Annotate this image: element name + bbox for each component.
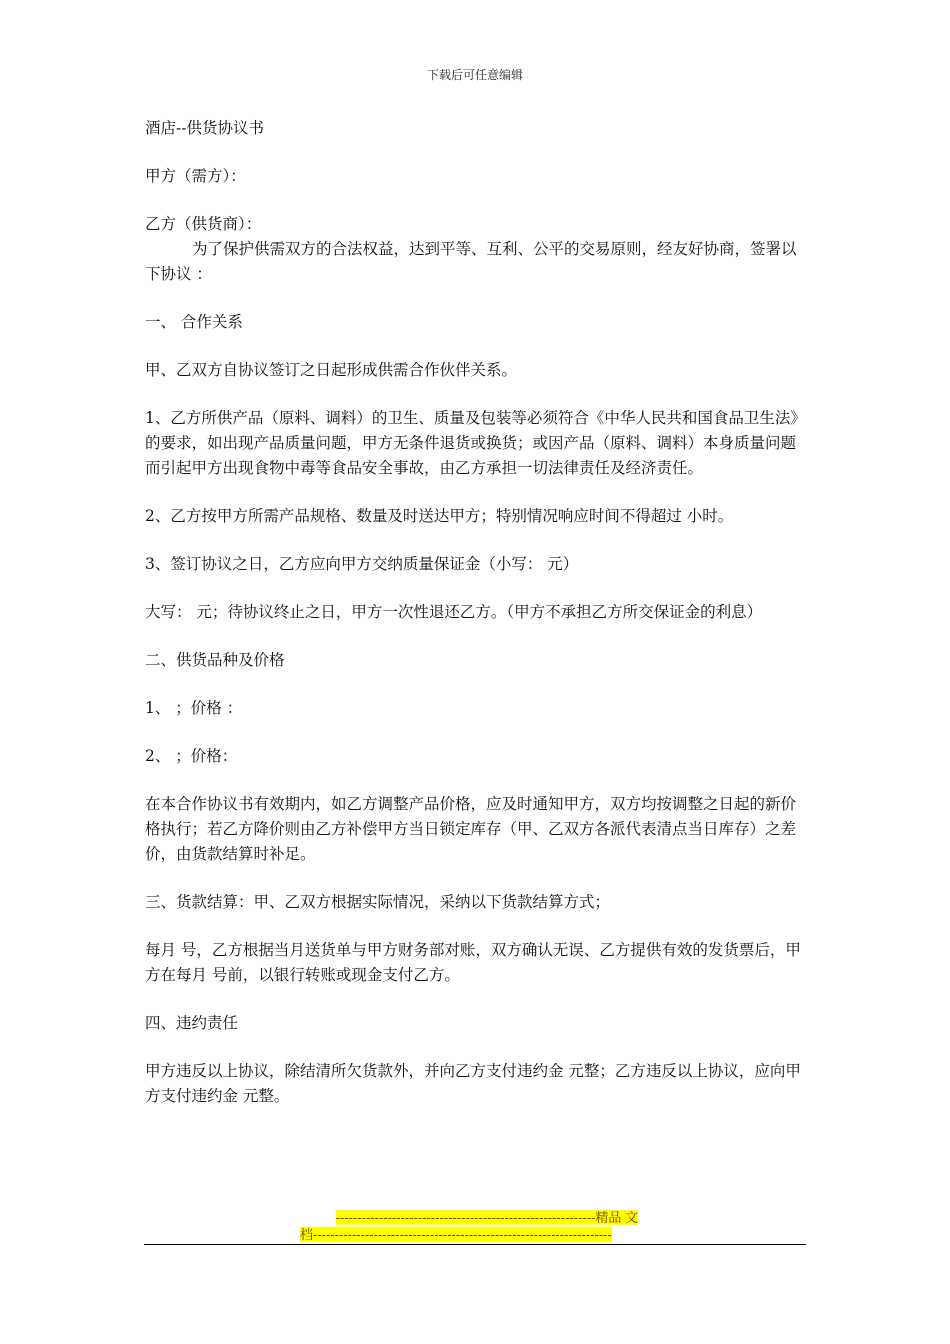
section1-heading: 一、 合作关系 xyxy=(145,313,243,331)
footer-watermark xyxy=(300,1209,650,1243)
party-a-line: 甲方（需方）： xyxy=(145,167,246,185)
settlement-paragraph: 每月 号，乙方根据当月送货单与甲方财务部对账，双方确认无误、乙方提供有效的发货票后，甲方在每月 号前，以银行转账或现金支付乙方。 xyxy=(145,941,801,984)
footer-divider xyxy=(144,1244,806,1245)
footer-line-2: 档--------------------------------------------------------------------- xyxy=(300,1227,612,1242)
document-title: 酒店--供货协议书 xyxy=(145,119,264,137)
section3-heading: 三、货款结算：甲、乙双方根据实际情况，采纳以下货款结算方式； xyxy=(145,893,611,911)
document-body xyxy=(145,116,810,1132)
price-item-2: 2、 ；价格： xyxy=(145,747,238,765)
price-item-1: 1、 ；价格 ： xyxy=(145,699,243,717)
clause-3-upper: 大写： 元；待协议终止之日，甲方一次性退还乙方。（甲方不承担乙方所交保证金的利息） xyxy=(145,603,763,621)
party-b-line: 乙方（供货商）： xyxy=(145,215,262,233)
clause-1: 1、乙方所供产品（原料、调料）的卫生、质量及包装等必须符合《中华人民共和国食品卫生法》的要求，如出现产品质量问题，甲方无条件退货或换货；或因产品（原料、调料）本身质量问题而引起甲方出现食物中毒等食品安全事故，由乙方承担一切法律责任及经济责任。 xyxy=(145,409,806,477)
clause-3: 3、签订协议之日，乙方应向甲方交纳质量保证金（小写： 元） xyxy=(145,555,579,573)
section4-heading: 四、违约责任 xyxy=(145,1014,239,1032)
breach-paragraph: 甲方违反以上协议，除结清所欠货款外，并向乙方支付违约金 元整；乙方违反以上协议，应向甲方支付违约金 元整。 xyxy=(145,1062,801,1105)
section2-heading: 二、供货品种及价格 xyxy=(145,651,285,669)
section1-intro: 甲、乙双方自协议签订之日起形成供需合作伙伴关系。 xyxy=(145,361,518,379)
page-header-note: 下载后可任意编辑 xyxy=(426,68,523,82)
clause-2: 2、乙方按甲方所需产品规格、数量及时送达甲方；特别情况响应时间不得超过 小时。 xyxy=(145,507,734,525)
price-adjust-paragraph: 在本合作协议书有效期内，如乙方调整产品价格，应及时通知甲方，双方均按调整之日起的新价格执行；若乙方降价则由乙方补偿甲方当日锁定库存（甲、乙双方各派代表清点当日库存）之差价，由货款结算时补足。 xyxy=(145,795,797,863)
preamble-paragraph: 为了保护供需双方的合法权益，达到平等、互利、公平的交易原则，经友好协商，签署以下协议 ： xyxy=(145,240,797,283)
footer-line-1: ------------------------------------------------------------精品 文 xyxy=(335,1210,638,1225)
